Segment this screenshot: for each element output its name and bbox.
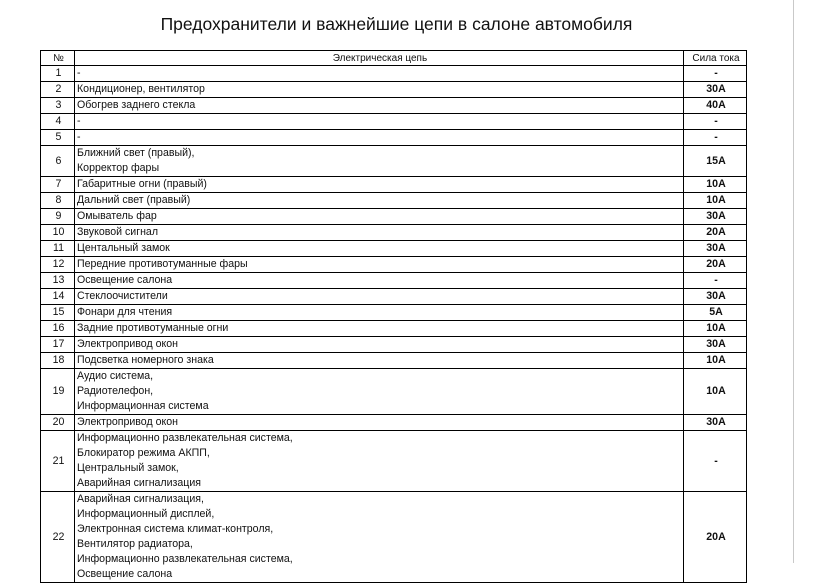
circuit-description — [75, 369, 684, 415]
circuit-description — [75, 130, 684, 146]
fuse-number: 2 — [41, 82, 75, 98]
circuit-description — [75, 241, 684, 257]
circuit-line: Дальний свет (правый) — [77, 194, 191, 206]
table-row — [41, 415, 747, 431]
circuit-line: Омыватель фар — [77, 210, 157, 222]
circuit-line: Аварийная сигнализация, — [77, 493, 204, 505]
fuse-number: 12 — [41, 257, 75, 273]
circuit-line: - — [77, 67, 81, 79]
table-row — [41, 241, 747, 257]
table-row — [41, 492, 747, 583]
fuse-current: 30А — [684, 337, 747, 353]
header-circuit: Электрическая цепь — [75, 51, 684, 66]
circuit-line: Ближний свет (правый), — [77, 147, 195, 159]
fuse-number: 21 — [41, 431, 75, 492]
fuse-number: 19 — [41, 369, 75, 415]
fuse-number: 1 — [41, 66, 75, 82]
fuse-number: 13 — [41, 273, 75, 289]
table-row — [41, 130, 747, 146]
fuse-number: 4 — [41, 114, 75, 130]
circuit-line: - — [77, 131, 81, 143]
fuse-current: 20А — [684, 257, 747, 273]
circuit-description — [75, 225, 684, 241]
table-row — [41, 369, 747, 415]
circuit-line: Вентилятор радиатора, — [77, 538, 193, 550]
circuit-description — [75, 415, 684, 431]
circuit-description — [75, 257, 684, 273]
fuse-current: - — [684, 114, 747, 130]
circuit-line: Аварийная сигнализация — [77, 477, 202, 489]
table-row — [41, 66, 747, 82]
table-row — [41, 337, 747, 353]
fuse-current: 30А — [684, 82, 747, 98]
table-row — [41, 225, 747, 241]
circuit-description — [75, 66, 684, 82]
table-row — [41, 193, 747, 209]
table-row — [41, 146, 747, 177]
fuse-number: 15 — [41, 305, 75, 321]
circuit-line: Аудио система, — [77, 370, 154, 382]
table-row — [41, 353, 747, 369]
fuse-current: 10А — [684, 369, 747, 415]
circuit-line: Освещение салона — [77, 568, 173, 580]
fuse-current: 20А — [684, 225, 747, 241]
circuit-line: Электропривод окон — [77, 338, 178, 350]
table-row — [41, 289, 747, 305]
fuse-current: 30А — [684, 289, 747, 305]
table-row — [41, 98, 747, 114]
fuse-current: 5А — [684, 305, 747, 321]
fuse-number: 10 — [41, 225, 75, 241]
circuit-description — [75, 209, 684, 225]
circuit-line: Информационная система — [77, 400, 209, 412]
circuit-line: Обогрев заднего стекла — [77, 99, 196, 111]
circuit-description — [75, 193, 684, 209]
circuit-description — [75, 177, 684, 193]
circuit-line: Звуковой сигнал — [77, 226, 158, 238]
table-row — [41, 431, 747, 492]
table-row — [41, 273, 747, 289]
circuit-line: Освещение салона — [77, 274, 173, 286]
fuse-number: 5 — [41, 130, 75, 146]
fuse-current: 15А — [684, 146, 747, 177]
fuse-number: 7 — [41, 177, 75, 193]
table-row — [41, 114, 747, 130]
circuit-line: - — [77, 115, 81, 127]
page-margin — [794, 0, 819, 563]
table-header-row — [41, 51, 747, 66]
fuse-current: 10А — [684, 321, 747, 337]
table-row — [41, 257, 747, 273]
circuit-line: Радиотелефон, — [77, 385, 154, 397]
circuit-line: Кондиционер, вентилятор — [77, 83, 205, 95]
circuit-line: Информационный дисплей, — [77, 508, 215, 520]
circuit-line: Информационно развлекательная система, — [77, 432, 293, 444]
fuse-number: 17 — [41, 337, 75, 353]
fuse-current: 10А — [684, 193, 747, 209]
circuit-description — [75, 289, 684, 305]
circuit-description — [75, 114, 684, 130]
fuse-current: 30А — [684, 241, 747, 257]
circuit-line: Информационно развлекательная система, — [77, 553, 293, 565]
table-row — [41, 177, 747, 193]
fuse-current: - — [684, 130, 747, 146]
circuit-line: Задние противотуманные огни — [77, 322, 229, 334]
circuit-description — [75, 305, 684, 321]
circuit-line: Блокиратор режима АКПП, — [77, 447, 210, 459]
fuse-number: 22 — [41, 492, 75, 583]
table-row — [41, 305, 747, 321]
fuse-number: 18 — [41, 353, 75, 369]
fuse-current: 20А — [684, 492, 747, 583]
fuse-number: 9 — [41, 209, 75, 225]
circuit-description — [75, 337, 684, 353]
header-current: Сила тока — [684, 51, 747, 66]
fuse-current: 40А — [684, 98, 747, 114]
circuit-line: Корректор фары — [77, 162, 160, 174]
circuit-line: Габаритные огни (правый) — [77, 178, 207, 190]
circuit-description — [75, 353, 684, 369]
table-row — [41, 321, 747, 337]
circuit-line: Фонари для чтения — [77, 306, 173, 318]
fuse-number: 3 — [41, 98, 75, 114]
circuit-line: Передние противотуманные фары — [77, 258, 248, 270]
fuse-number: 6 — [41, 146, 75, 177]
fuse-current: 30А — [684, 415, 747, 431]
fuse-number: 11 — [41, 241, 75, 257]
fuse-current: 10А — [684, 177, 747, 193]
table-row — [41, 82, 747, 98]
document-title: Предохранители и важнейшие цепи в салоне автомобиля — [160, 14, 633, 34]
circuit-line: Стеклоочистители — [77, 290, 168, 302]
fuse-current: - — [684, 66, 747, 82]
circuit-description — [75, 431, 684, 492]
header-num: № — [41, 51, 75, 66]
circuit-line: Электронная система климат-контроля, — [77, 523, 274, 535]
fuse-number: 14 — [41, 289, 75, 305]
fuse-current: 30А — [684, 209, 747, 225]
circuit-description — [75, 82, 684, 98]
table-row — [41, 209, 747, 225]
fuse-number: 16 — [41, 321, 75, 337]
circuit-description — [75, 492, 684, 583]
circuit-description — [75, 321, 684, 337]
fuse-current: - — [684, 273, 747, 289]
fuse-table — [40, 50, 747, 583]
circuit-description — [75, 98, 684, 114]
circuit-line: Электропривод окон — [77, 416, 178, 428]
circuit-description — [75, 273, 684, 289]
fuse-current: 10А — [684, 353, 747, 369]
fuse-number: 8 — [41, 193, 75, 209]
circuit-line: Подсветка номерного знака — [77, 354, 214, 366]
circuit-line: Центальный замок — [77, 242, 170, 254]
circuit-line: Центральный замок, — [77, 462, 179, 474]
circuit-description — [75, 146, 684, 177]
fuse-number: 20 — [41, 415, 75, 431]
fuse-current: - — [684, 431, 747, 492]
